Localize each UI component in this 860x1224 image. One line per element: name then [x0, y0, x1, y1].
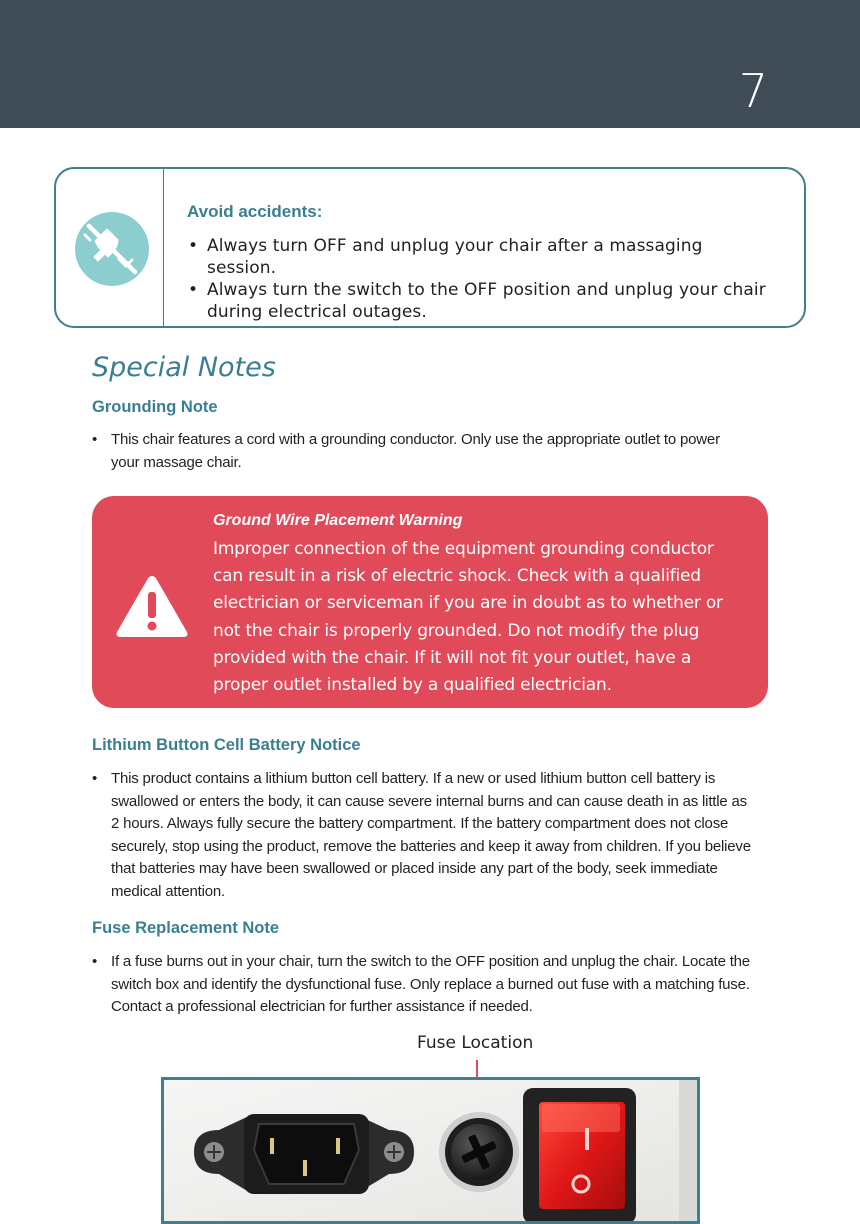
- ground-wire-warning-box: [92, 496, 768, 708]
- list-item: • Always turn the switch to the OFF position and unplug your chair during electrical outages.: [187, 279, 777, 323]
- warning-title: Ground Wire Placement Warning: [213, 512, 463, 529]
- battery-notice-heading: Lithium Button Cell Battery Notice: [92, 736, 361, 754]
- page-number: 7: [738, 64, 768, 118]
- fuse-location-label: Fuse Location: [417, 1033, 534, 1053]
- grounding-note-text: • This chair features a cord with a grounding conductor. Only use the appropriate outlet to power your massage chair.: [92, 429, 752, 474]
- fuse-note-text: • If a fuse burns out in your chair, turn the switch to the OFF position and unplug the chair. Locate the switch box and identify the dysfunctional fuse. Only replace a burned out fuse with a matching fuse. Contact a professional electrician for further assistance if needed.: [92, 951, 752, 1019]
- avoid-accidents-box: [54, 167, 806, 328]
- special-notes-title: Special Notes: [92, 352, 276, 383]
- warning-triangle-icon: [114, 572, 190, 640]
- page-header-band: [0, 0, 860, 128]
- switch-box-illustration: [164, 1080, 697, 1224]
- warning-text: Improper connection of the equipment grounding conductor can result in a risk of electric shock. Check with a qualified electrician or serviceman if you are in doubt as to whether or not the chair is properly grounded. Do not modify the plug provided with the chair. If it will not fit your outlet, have a proper outlet installed by a qualified electrician.: [213, 539, 723, 696]
- battery-notice-text: • This product contains a lithium button cell battery. If a new or used lithium button cell battery is swallowed or enters the body, it can cause severe internal burns and can cause death in as little as 2 hours. Always fully secure the battery compartment. If the battery compartment does not close securely, stop using the product, remove the batteries and keep it away from children. If you believe that batteries may have been swallowed or placed inside any part of the body, seek immediate medical attention.: [92, 768, 752, 903]
- fuse-note-heading: Fuse Replacement Note: [92, 919, 280, 937]
- list-item: • Always turn OFF and unplug your chair after a massaging session.: [187, 235, 777, 279]
- unplug-icon: [74, 211, 150, 287]
- switch-box-photo: [161, 1077, 700, 1224]
- grounding-note-heading: Grounding Note: [92, 398, 218, 416]
- rocker-switch: [523, 1088, 636, 1224]
- fuse-holder: [439, 1112, 519, 1192]
- avoid-accidents-list: [187, 235, 777, 323]
- avoid-icon-column: [56, 169, 164, 326]
- avoid-accidents-title: Avoid accidents:: [187, 202, 323, 221]
